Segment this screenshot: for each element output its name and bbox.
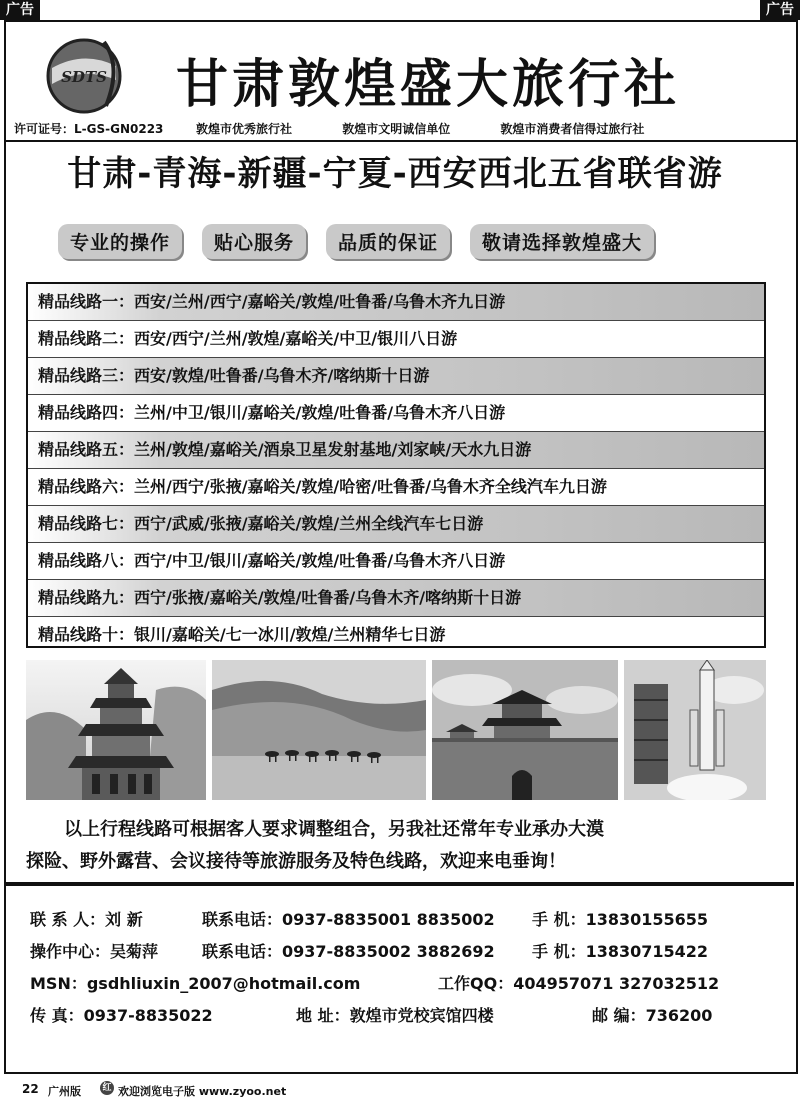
honors-list [196, 120, 666, 137]
company-name: 甘肃敦煌盛大旅行社 [176, 54, 681, 115]
route-row: 精品线路二：西安/西宁/兰州/敦煌/嘉峪关/中卫/银川八日游 [28, 321, 764, 358]
publication-mark-icon: 红 [100, 1081, 114, 1095]
photo-strip [26, 660, 766, 800]
ad-tag-right: 广告 [760, 0, 800, 20]
route-row: 精品线路八：西宁/中卫/银川/嘉峪关/敦煌/吐鲁番/乌鲁木齐八日游 [28, 543, 764, 580]
honor-item: 敦煌市文明诚信单位 [342, 122, 451, 136]
company-header [6, 22, 796, 142]
contact-row [26, 904, 776, 936]
zip-code: 邮 编：736200 [592, 1006, 713, 1025]
office-address: 地 址：敦煌市党校宾馆四楼 [296, 1006, 494, 1025]
slogan-bar [58, 224, 748, 259]
license-number: 许可证号：L-GS-GN0223 [14, 122, 164, 136]
contact-block [26, 904, 776, 1032]
tour-title: 甘肃-青海-新疆-宁夏-西安西北五省联省游 [67, 154, 723, 194]
operations-contact: 操作中心：吴菊萍 [30, 942, 159, 961]
contact-divider [4, 882, 794, 886]
mogao-grottoes-photo [26, 660, 206, 800]
edition-label: 广州版 [48, 1085, 81, 1098]
slogan-badge: 贴心服务 [202, 224, 306, 259]
route-row: 精品线路七：西宁/武威/张掖/嘉峪关/敦煌/兰州全线汽车七日游 [28, 506, 764, 543]
route-row: 精品线路九：西宁/张掖/嘉峪关/敦煌/吐鲁番/乌鲁木齐/喀纳斯十日游 [28, 580, 764, 617]
contact-row [26, 936, 776, 968]
contact-person: 联 系 人：刘 新 [30, 910, 143, 929]
jiayuguan-fort-photo [432, 660, 618, 800]
ad-tag-left: 广告 [0, 0, 40, 20]
logo-text: SDTS [61, 68, 107, 86]
desert-camel-photo [212, 660, 426, 800]
honor-item: 敦煌市消费者信得过旅行社 [500, 122, 645, 136]
route-row: 精品线路一：西安/兰州/西宁/嘉峪关/敦煌/吐鲁番/乌鲁木齐九日游 [28, 284, 764, 321]
footer-website: 欢迎浏览电子版 www.zyoo.net [118, 1085, 287, 1098]
description-line: 以上行程线路可根据客人要求调整组合，另我社还常年专业承办大漠 [64, 819, 604, 840]
route-row: 精品线路五：兰州/敦煌/嘉峪关/酒泉卫星发射基地/刘家峡/天水九日游 [28, 432, 764, 469]
route-row: 精品线路十：银川/嘉峪关/七一冰川/敦煌/兰州精华七日游 [38, 625, 446, 644]
operations-mobile: 手 机：13830715422 [532, 942, 709, 961]
company-logo [44, 36, 124, 116]
contact-phone: 联系电话：0937-8835001 8835002 [202, 910, 495, 929]
honor-item: 敦煌市优秀旅行社 [196, 122, 293, 136]
work-qq: 工作QQ：404957071 327032512 [438, 974, 720, 993]
contact-row [26, 968, 776, 1000]
contact-row [26, 1000, 776, 1032]
slogan-badge: 专业的操作 [58, 224, 182, 259]
contact-mobile: 手 机：13830155655 [532, 910, 709, 929]
route-list [26, 282, 766, 648]
slogan-badge: 品质的保证 [326, 224, 450, 259]
fax-number: 传 真：0937-8835022 [30, 1006, 213, 1025]
route-row: 精品线路四：兰州/中卫/银川/嘉峪关/敦煌/吐鲁番/乌鲁木齐八日游 [28, 395, 764, 432]
page-number: 22 [22, 1082, 39, 1096]
route-row: 精品线路六：兰州/西宁/张掖/嘉峪关/敦煌/哈密/吐鲁番/乌鲁木齐全线汽车九日游 [28, 469, 764, 506]
rocket-launch-photo [624, 660, 766, 800]
operations-phone: 联系电话：0937-8835002 3882692 [202, 942, 495, 961]
msn-address: MSN：gsdhliuxin_2007@hotmail.com [30, 974, 361, 993]
slogan-badge: 敬请选择敦煌盛大 [470, 224, 654, 259]
description [26, 814, 766, 878]
route-row: 精品线路三：西安/敦煌/吐鲁番/乌鲁木齐/喀纳斯十日游 [28, 358, 764, 395]
description-line: 探险、野外露营、会议接待等旅游服务及特色线路，欢迎来电垂询！ [26, 851, 566, 872]
page-footer [0, 1078, 800, 1100]
